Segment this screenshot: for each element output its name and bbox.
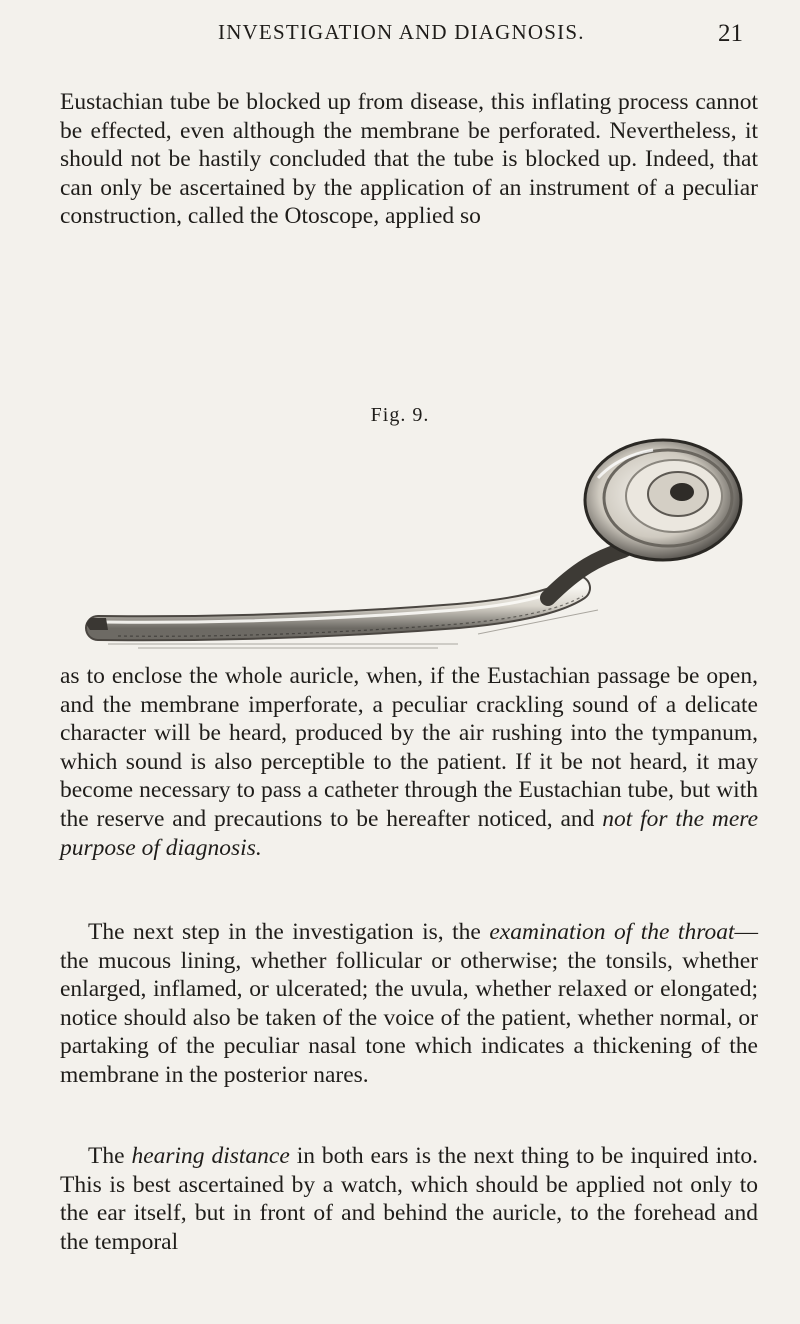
page-number: 21 <box>718 20 743 47</box>
paragraph-1-text: Eustachian tube be blocked up from disease, this inflating process cannot be effected, even although the membrane be perforated. Nevertheless, it should not be hastily concluded that the tube is blocked up. Indeed, that can only be ascertained by the application of an instrument of a peculiar construction, called the Otoscope, applied so <box>60 89 758 230</box>
paragraph-3-emphasis: examination of the throat <box>489 919 735 945</box>
paragraph-2 <box>60 662 758 862</box>
paragraph-3-text: —the mucous lining, whether follicular or otherwise; the tonsils, whether enlarged, inflamed, or ulcerated; the uvula, whether relaxed or elongated; notice should also be taken of the voice of the patient, whether normal, or partaking of the peculiar nasal tone which indicates a thickening of the membrane in the posterior nares. <box>60 919 758 1088</box>
paragraph-4-emphasis: hearing distance <box>131 1143 290 1169</box>
paragraph-3-lead: The next step in the investigation is, the <box>88 919 481 945</box>
page-header <box>0 20 800 60</box>
otoscope-illustration <box>78 438 778 650</box>
otoscope-figure <box>78 438 778 650</box>
paragraph-1 <box>60 88 758 231</box>
otoscope-ear-cup <box>548 440 741 598</box>
paragraph-2-emphasis: not for the mere purpose of diagnosis. <box>60 805 759 861</box>
paragraph-2-text: as to enclose the whole auricle, when, if the Eustachian passage be open, and the membrane imperforate, a peculiar crackling sound of a delicate character will be heard, produced by the air rushing into the tympanum, which sound is also perceptible to the patient. If it be not heard, it may become necessary to pass a catheter through the Eustachian tube, but with the reserve and precautions to be hereafter noticed, and <box>60 663 758 832</box>
paragraph-4-lead: The <box>88 1143 125 1169</box>
paragraph-3 <box>60 918 758 1090</box>
running-head: INVESTIGATION AND DIAGNOSIS. <box>218 20 585 44</box>
paragraph-4 <box>60 1142 758 1256</box>
figure-caption: Fig. 9. <box>370 404 430 426</box>
paragraph-4-text: in both ears is the next thing to be inquired into. This is best ascertained by a watch, which should be applied not only to the ear itself, but in front of and behind the auricle, to the forehead and the temporal <box>60 1143 758 1255</box>
